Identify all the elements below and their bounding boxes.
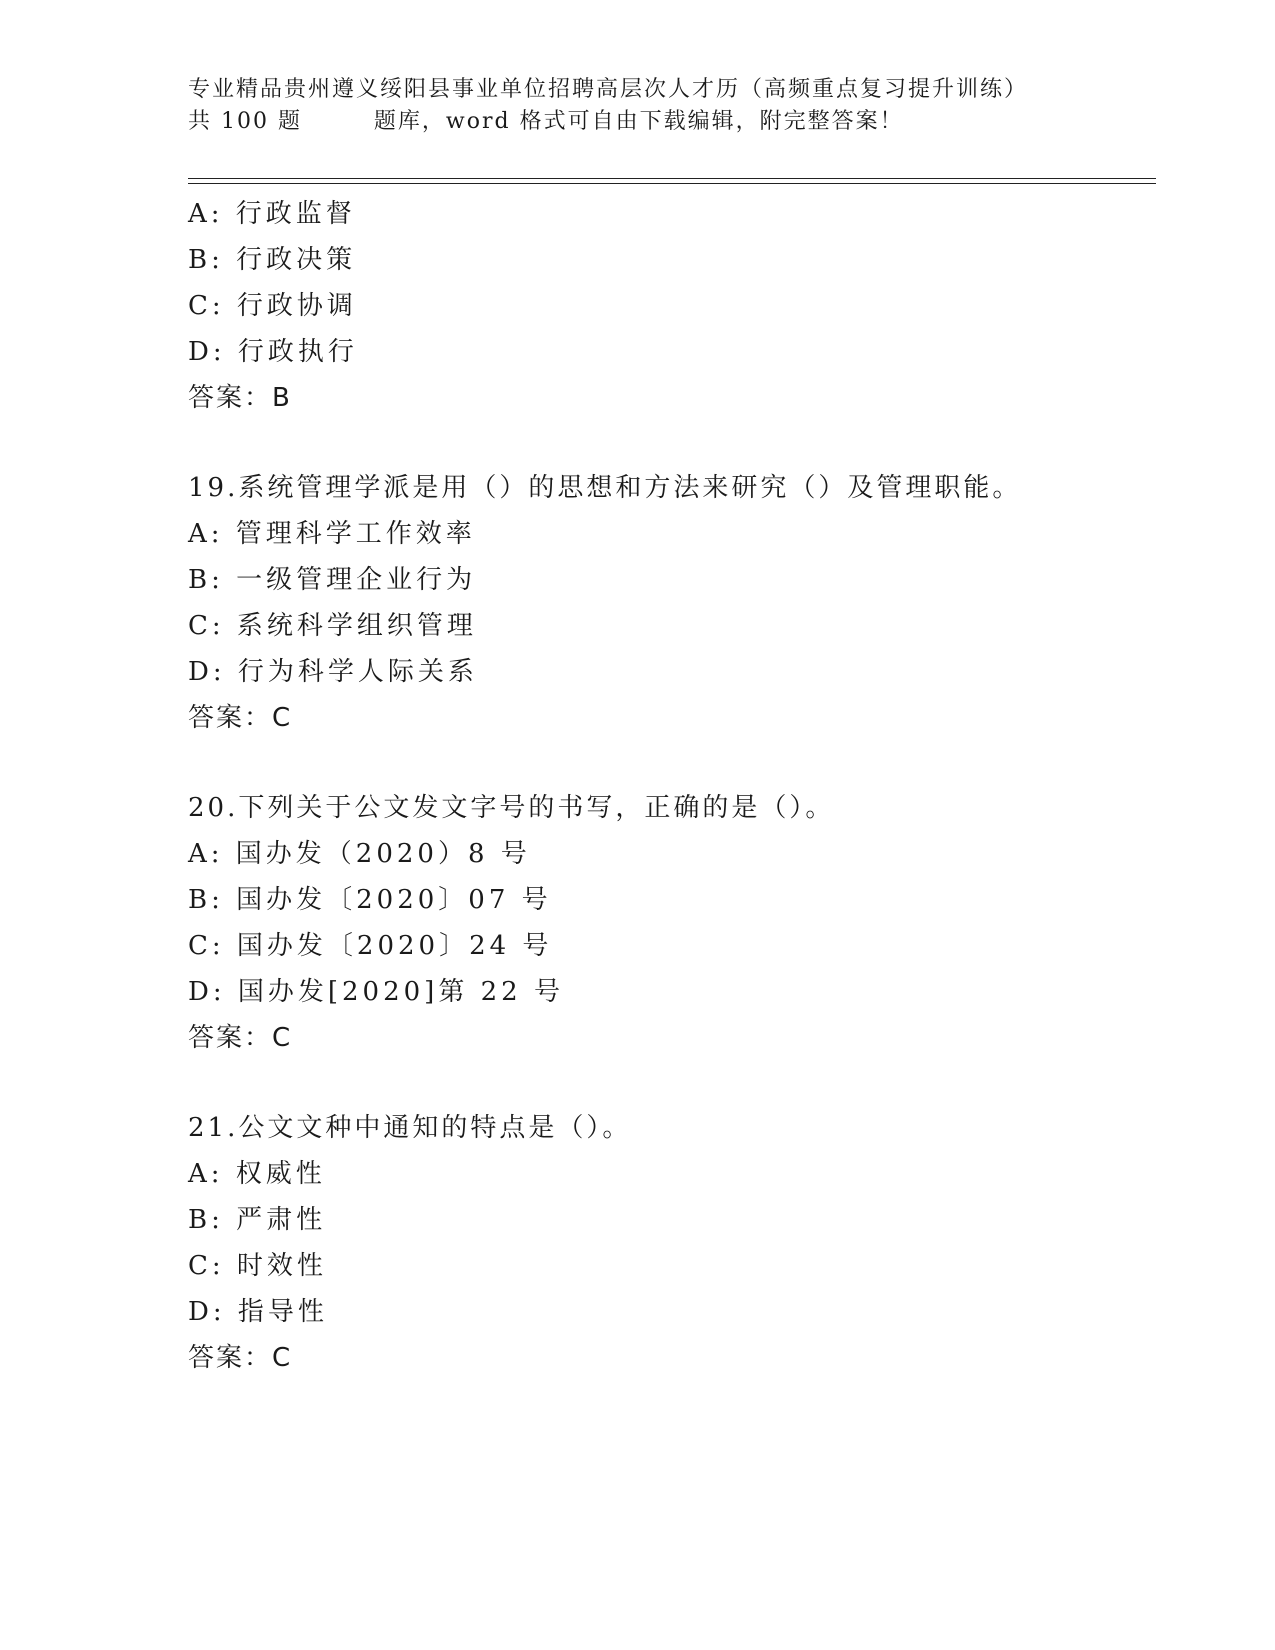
option-d: D: 指导性 (188, 1297, 328, 1327)
answer: 答案：B (188, 383, 292, 413)
question-list (188, 191, 1128, 1381)
option-d: D: 国办发[2020]第 22 号 (188, 977, 564, 1007)
question-21 (188, 1105, 1128, 1381)
answer: 答案：C (188, 1343, 293, 1373)
question-19 (188, 465, 1128, 741)
option-b: B: 行政决策 (188, 245, 357, 275)
option-c: C: 行政协调 (188, 291, 357, 321)
header-title: 专业精品贵州遵义绥阳县事业单位招聘高层次人才历（高频重点复习提升训练） (188, 77, 1029, 102)
question-20 (188, 785, 1128, 1061)
option-b: B: 一级管理企业行为 (188, 565, 477, 595)
option-c: C: 国办发〔2020〕24 号 (188, 931, 553, 961)
question-text: 21.公文文种中通知的特点是（）。 (188, 1113, 632, 1143)
option-b: B: 严肃性 (188, 1205, 327, 1235)
document-header (188, 74, 1108, 138)
option-d: D: 行为科学人际关系 (188, 657, 478, 687)
option-c: C: 时效性 (188, 1251, 327, 1281)
header-divider-bottom (188, 183, 1156, 184)
question-text: 19.系统管理学派是用（）的思想和方法来研究（）及管理职能。 (188, 473, 1022, 503)
header-divider-top (188, 178, 1156, 179)
option-a: A: 国办发（2020）8 号 (188, 839, 531, 869)
option-d: D: 行政执行 (188, 337, 358, 367)
option-a: A: 管理科学工作效率 (188, 519, 476, 549)
question-18-continued (188, 191, 1128, 421)
answer: 答案：C (188, 1023, 293, 1053)
question-text: 20.下列关于公文发文字号的书写，正确的是（）。 (188, 793, 835, 823)
option-b: B: 国办发〔2020〕07 号 (188, 885, 552, 915)
option-a: A: 权威性 (188, 1159, 326, 1189)
option-a: A: 行政监督 (188, 199, 356, 229)
answer: 答案：C (188, 703, 293, 733)
header-subtitle: 共 100 题 题库，word 格式可自由下载编辑，附完整答案！ (188, 109, 904, 134)
option-c: C: 系统科学组织管理 (188, 611, 477, 641)
